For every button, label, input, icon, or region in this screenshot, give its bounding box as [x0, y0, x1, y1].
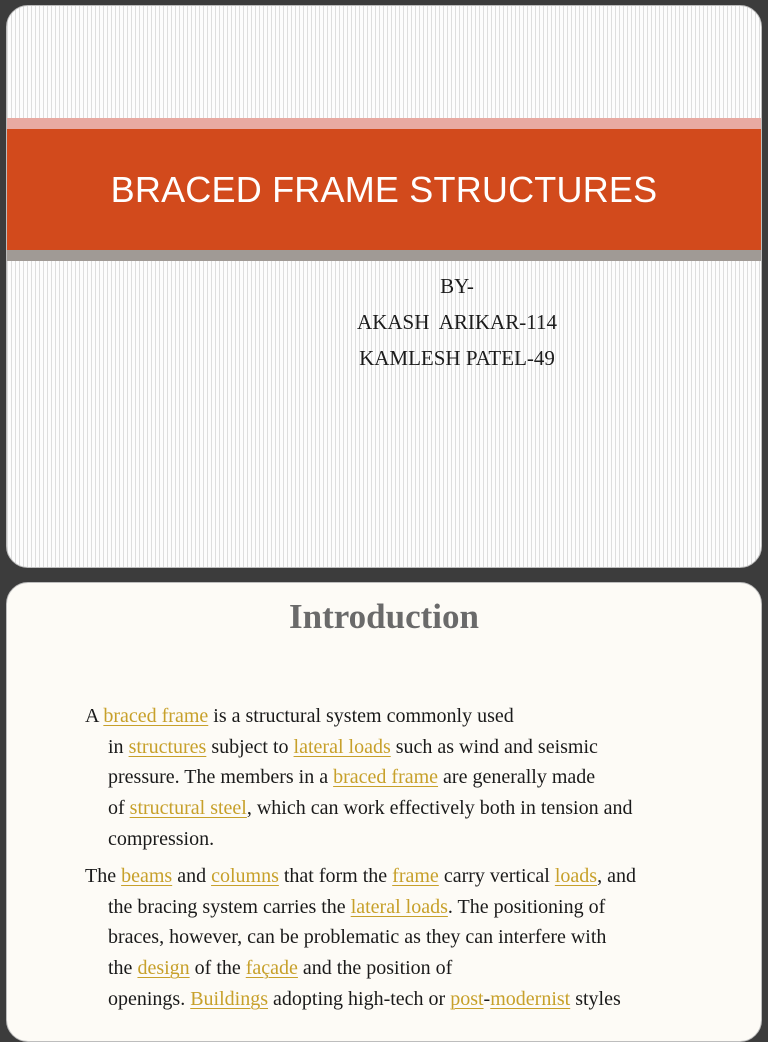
text-run: of the	[189, 957, 246, 980]
paragraph-line	[85, 922, 735, 953]
hyperlink[interactable]: columns	[211, 865, 279, 887]
hyperlink[interactable]: lateral loads	[350, 895, 448, 918]
title-band	[7, 129, 761, 250]
text-run: A	[85, 705, 104, 727]
paragraph-line	[85, 861, 735, 892]
author-name: KAMLESH PATEL-49	[359, 346, 555, 370]
text-run: styles	[570, 987, 621, 1010]
text-run: , and	[597, 865, 636, 887]
hyperlink[interactable]: frame	[392, 865, 439, 887]
hyperlink[interactable]: Buildings	[190, 987, 269, 1010]
hyperlink[interactable]: structural steel	[129, 797, 247, 820]
hyperlink[interactable]: modernist	[490, 987, 571, 1010]
title-band-bottom-accent	[7, 250, 761, 261]
hyperlink[interactable]: beams	[121, 865, 173, 887]
text-run: subject to	[206, 735, 294, 758]
author-block	[307, 268, 607, 376]
hyperlink[interactable]: structures	[128, 735, 207, 758]
text-run: The	[85, 865, 122, 887]
text-run: such as wind and seismic	[390, 735, 598, 758]
text-run: are generally made	[438, 766, 596, 789]
paragraph-line	[85, 824, 735, 855]
paragraph-line	[85, 762, 735, 793]
text-run: braces, however, can be problematic as they can interfere with	[108, 926, 607, 949]
text-run: in	[108, 735, 129, 758]
paragraph-line	[85, 793, 735, 824]
hyperlink[interactable]: design	[137, 957, 190, 980]
by-label: BY-	[440, 274, 474, 298]
introduction-slide	[6, 582, 762, 1042]
text-run: and the position of	[297, 957, 453, 980]
text-run: . The positioning of	[447, 895, 606, 918]
intro-paragraph	[85, 701, 735, 855]
slide-title: BRACED FRAME STRUCTURES	[110, 168, 658, 210]
text-run: pressure. The members in a	[108, 766, 334, 789]
text-run: openings.	[108, 987, 191, 1010]
text-run: that form the	[278, 865, 393, 887]
hyperlink[interactable]: post	[450, 987, 484, 1010]
hyperlink[interactable]: loads	[554, 865, 598, 887]
text-run: the	[108, 957, 138, 980]
text-run: adopting high-tech or	[268, 987, 451, 1010]
hyperlink[interactable]: façade	[245, 957, 298, 980]
text-run: carry vertical	[438, 865, 555, 887]
text-run: and	[172, 865, 212, 887]
intro-paragraph	[85, 861, 735, 1015]
paragraph-line	[85, 892, 735, 923]
text-run: the bracing system carries the	[108, 895, 351, 918]
title-slide	[6, 5, 762, 568]
paragraph-line	[85, 701, 735, 732]
paragraph-line	[85, 953, 735, 984]
author-name: AKASH ARIKAR-114	[357, 310, 557, 334]
text-run: compression.	[108, 827, 215, 850]
slide-heading: Introduction	[289, 597, 479, 636]
text-run: -	[483, 987, 491, 1010]
paragraph-line	[85, 984, 735, 1015]
text-run: , which can work effectively both in tension and	[246, 797, 633, 820]
text-run: of	[108, 797, 130, 820]
paragraph-line	[85, 732, 735, 763]
text-run: is a structural system commonly used	[208, 705, 514, 727]
title-band-top-accent	[7, 118, 761, 129]
hyperlink[interactable]: braced frame	[333, 766, 439, 789]
hyperlink[interactable]: lateral loads	[293, 735, 391, 758]
hyperlink[interactable]: braced frame	[103, 705, 209, 727]
